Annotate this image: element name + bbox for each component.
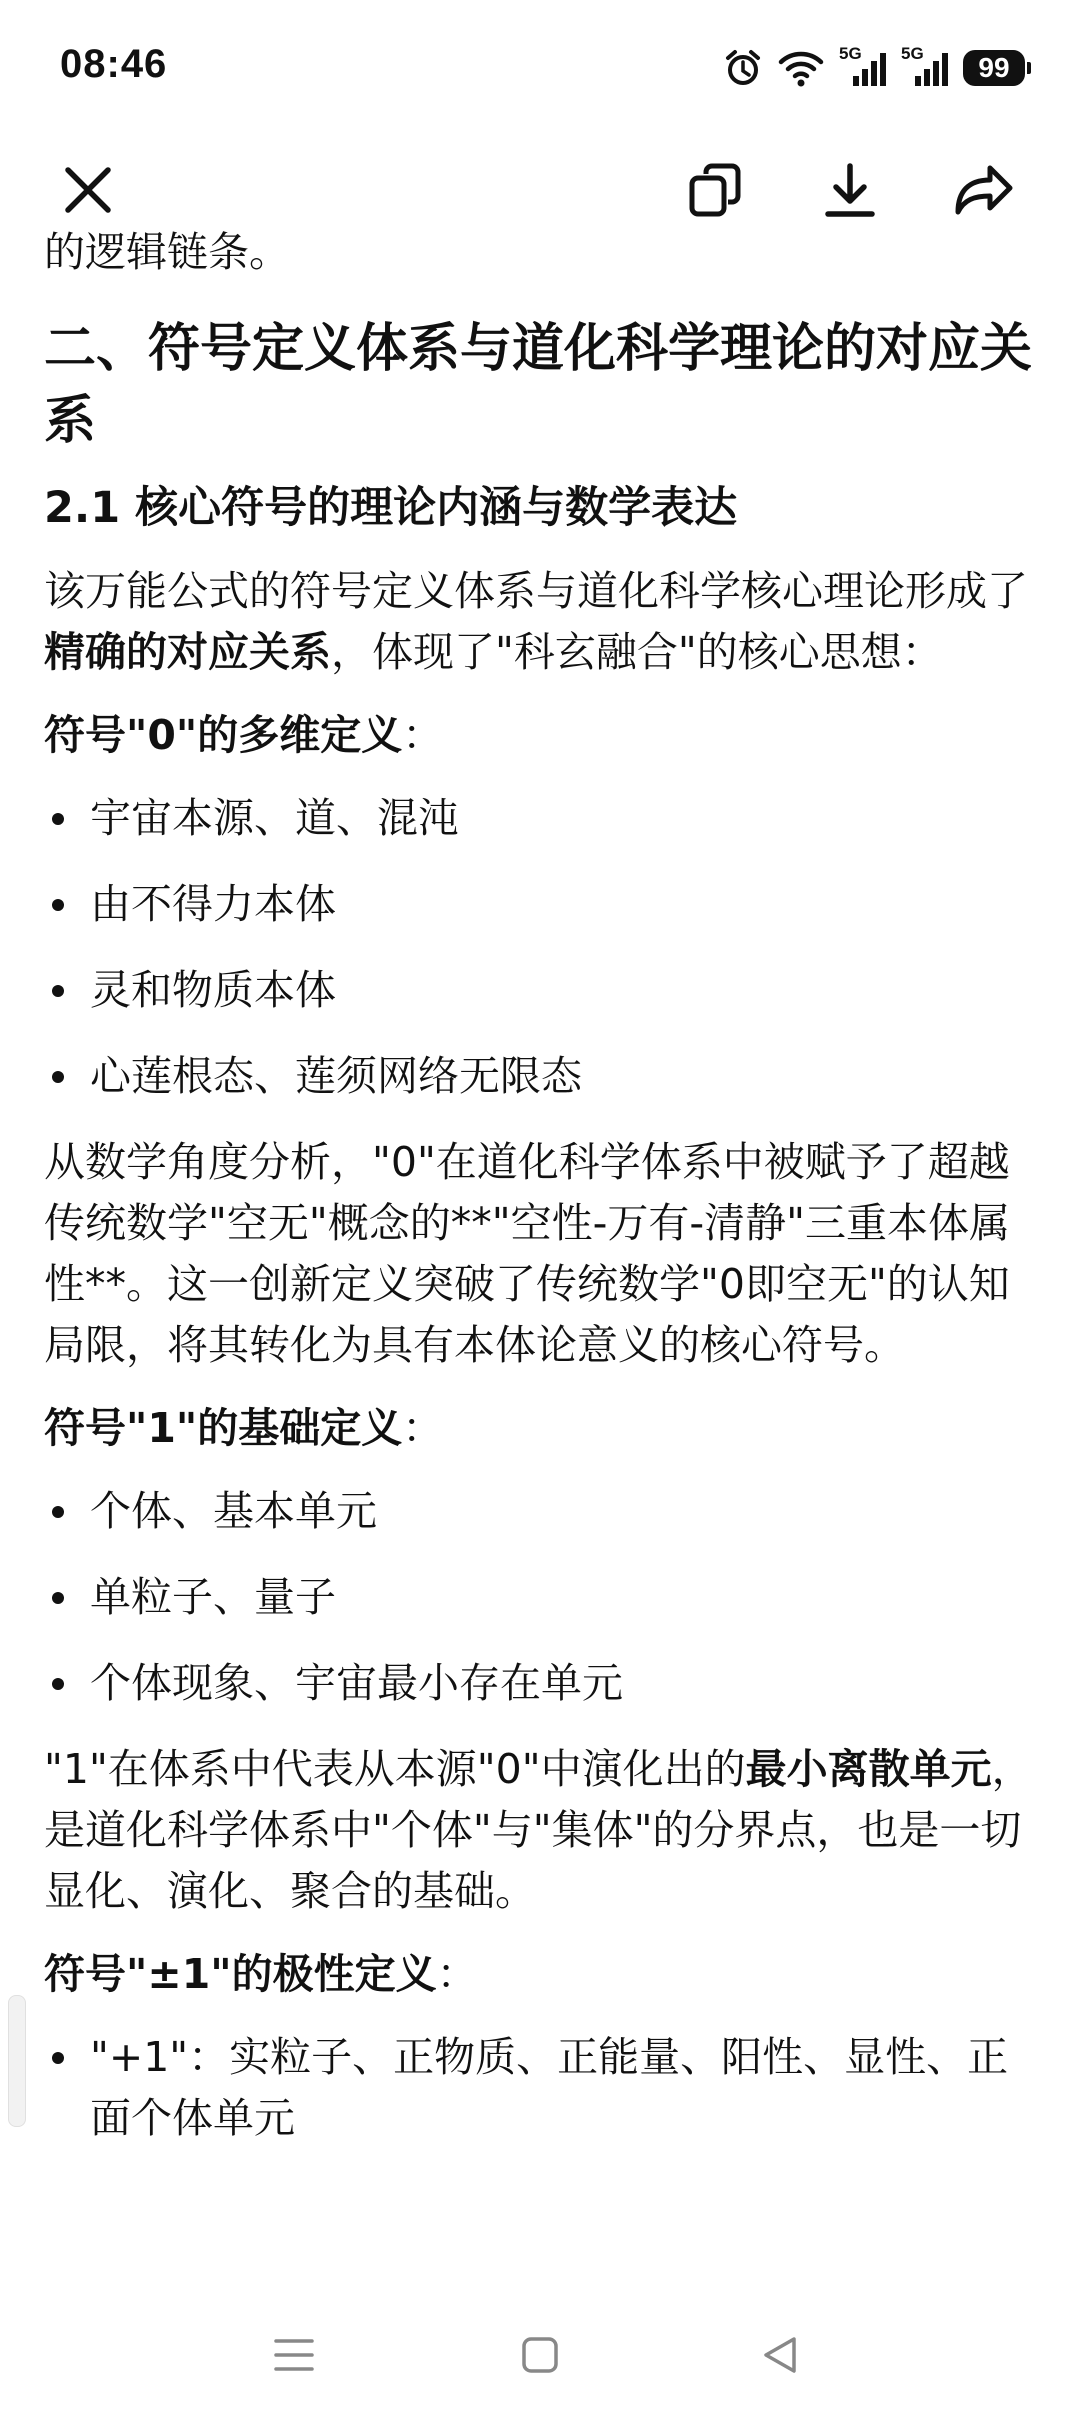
list-item: 心莲根态、莲须网络无限态 bbox=[44, 1046, 1040, 1107]
home-icon bbox=[520, 2335, 560, 2375]
symbol-1-analysis bbox=[44, 1739, 1040, 1922]
symbol-0-title: 符号"0"的多维定义 bbox=[44, 711, 403, 759]
symbol-1-list bbox=[44, 1481, 1040, 1714]
back-button[interactable] bbox=[740, 2320, 820, 2390]
system-nav-bar bbox=[0, 2290, 1080, 2412]
signal-5g-icon bbox=[839, 44, 887, 88]
download-button[interactable] bbox=[810, 150, 890, 230]
wifi-icon bbox=[777, 48, 825, 88]
symbol-0-list bbox=[44, 788, 1040, 1107]
paragraph-1-bold: 精确的对应关系 bbox=[44, 628, 331, 676]
signal-2-label: 5G bbox=[901, 44, 924, 63]
share-button[interactable] bbox=[944, 150, 1024, 230]
copy-button[interactable] bbox=[676, 150, 756, 230]
scroll-handle[interactable] bbox=[8, 1995, 26, 2127]
list-item: 个体、基本单元 bbox=[44, 1481, 1040, 1542]
symbol-1-label bbox=[44, 1398, 1040, 1459]
share-icon bbox=[952, 160, 1016, 220]
close-icon bbox=[60, 162, 116, 218]
symbol-1-analysis-bold: 最小离散单元 bbox=[745, 1745, 992, 1793]
list-item: 灵和物质本体 bbox=[44, 960, 1040, 1021]
symbol-pm1-label bbox=[44, 1944, 1040, 2005]
list-item: 个体现象、宇宙最小存在单元 bbox=[44, 1653, 1040, 1714]
alarm-icon bbox=[723, 48, 763, 88]
symbol-pm1-title: 符号"±1"的极性定义 bbox=[44, 1950, 437, 1998]
list-item: "+1"：实粒子、正物质、正能量、阳性、显性、正面个体单元 bbox=[44, 2027, 1040, 2149]
list-item: 由不得力本体 bbox=[44, 874, 1040, 935]
menu-button[interactable] bbox=[254, 2320, 334, 2390]
paragraph-1-suffix: ，体现了"科玄融合"的核心思想： bbox=[331, 628, 943, 676]
intro-tail: 的逻辑链条。 bbox=[44, 228, 290, 276]
symbol-pm1-list bbox=[44, 2027, 1040, 2149]
menu-icon bbox=[272, 2335, 316, 2375]
symbol-pm1-colon: ： bbox=[436, 1950, 478, 1998]
article-content bbox=[44, 222, 1040, 2174]
paragraph-1-prefix: 该万能公式的符号定义体系与道化科学核心理论形成了 bbox=[44, 567, 1028, 615]
paragraph-1 bbox=[44, 561, 1040, 683]
signal-5g-icon-2 bbox=[901, 44, 949, 88]
section-heading-2: 二、符号定义体系与道化科学理论的对应关系 bbox=[44, 319, 1033, 451]
symbol-1-analysis-suffix: ，是道化科学体系中"个体"与"集体"的分界点，也是一切显化、演化、聚合的基础。 bbox=[44, 1745, 1033, 1915]
list-item: 单粒子、量子 bbox=[44, 1567, 1040, 1628]
home-button[interactable] bbox=[500, 2320, 580, 2390]
download-icon bbox=[820, 160, 880, 220]
back-icon bbox=[760, 2333, 800, 2377]
list-item: 宇宙本源、道、混沌 bbox=[44, 788, 1040, 849]
section-heading-3: 2.1 核心符号的理论内涵与数学表达 bbox=[44, 483, 738, 533]
status-time: 08:46 bbox=[60, 42, 168, 86]
symbol-0-label bbox=[44, 705, 1040, 766]
symbol-1-analysis-prefix: "1"在体系中代表从本源"0"中演化出的 bbox=[44, 1745, 746, 1793]
symbol-1-colon: ： bbox=[402, 1404, 444, 1452]
copy-icon bbox=[686, 160, 746, 220]
symbol-0-colon: ： bbox=[402, 711, 444, 759]
battery-indicator: 99 bbox=[963, 50, 1025, 86]
symbol-1-title: 符号"1"的基础定义 bbox=[44, 1404, 403, 1452]
status-bar bbox=[0, 0, 1080, 130]
close-button[interactable] bbox=[48, 150, 128, 230]
symbol-0-analysis: 从数学角度分析，"0"在道化科学体系中被赋予了超越传统数学"空无"概念的**"空性-万有-清静"三重本体属性**。这一创新定义突破了传统数学"0即空无"的认知局限，将其转化为具有本体论意义的核心符号。 bbox=[44, 1138, 1011, 1369]
signal-1-label: 5G bbox=[839, 44, 862, 63]
status-icons bbox=[723, 44, 1025, 92]
